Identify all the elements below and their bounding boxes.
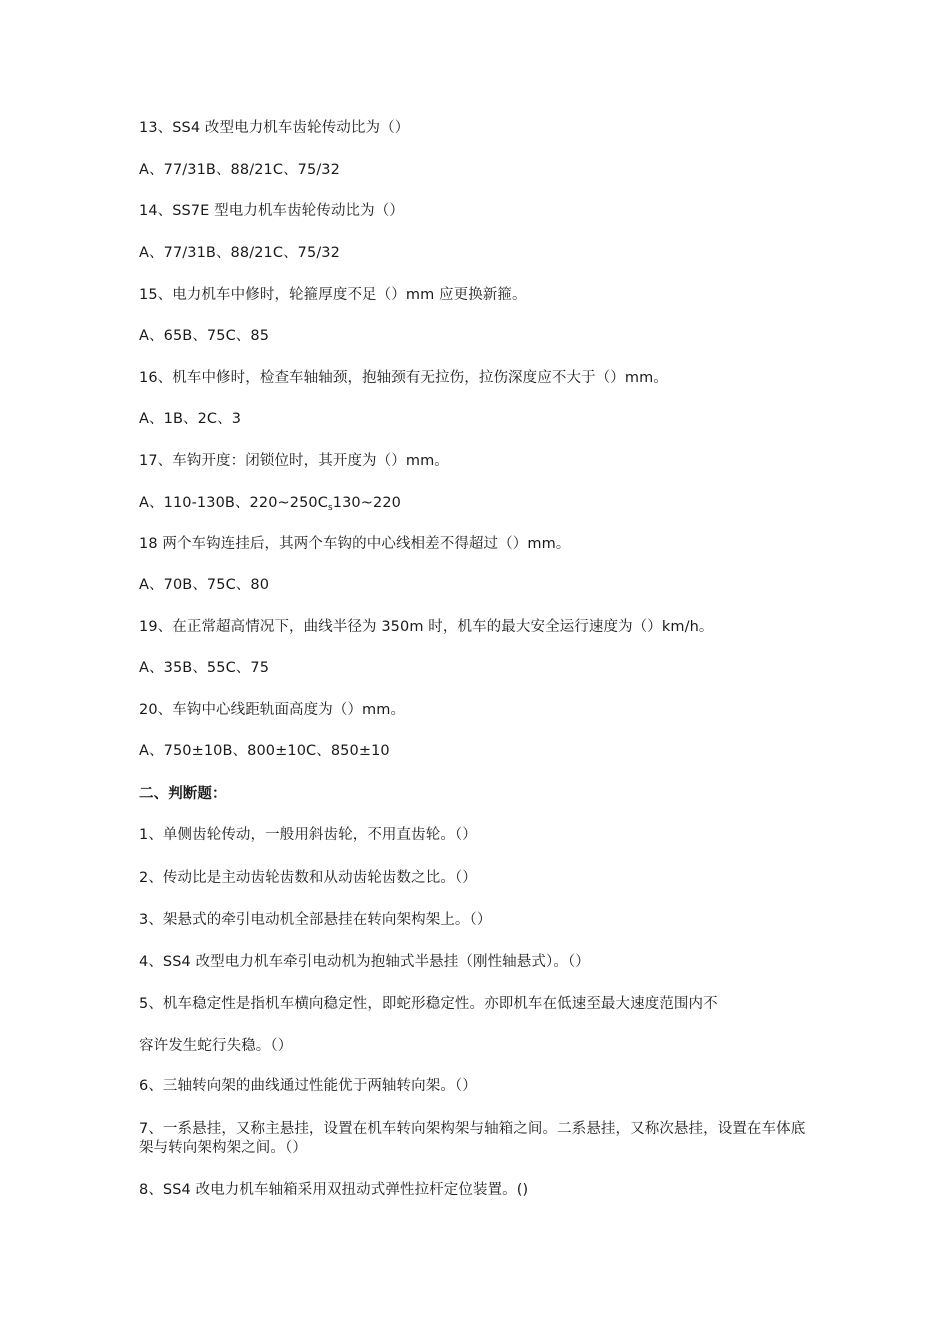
- question-13: 13、SS4 改型电力机车齿轮传动比为（）: [139, 120, 410, 136]
- options-17: A、110-130B、$220\sim 250C_s130\sim 220$: [139, 495, 401, 513]
- judgment-1: 1、单侧齿轮传动，一般用斜齿轮，不用直齿轮。（）: [139, 827, 477, 843]
- judgment-5-line-2: 容许发生蛇行失稳。（）: [139, 1038, 293, 1054]
- options-18: A、70B、75C、80: [139, 577, 270, 593]
- options-19: A、35B、55C、75: [139, 660, 270, 676]
- judgment-4: 4、SS4 改型电力机车牵引电动机为抱轴式半悬挂（刚性轴悬式）。（）: [139, 954, 590, 970]
- question-19: 19、在正常超高情况下，曲线半径为 350m 时，机车的最大安全运行速度为（）km/h。: [139, 619, 714, 635]
- options-13: A、77/31B、88/21C、75/32: [139, 162, 340, 178]
- judgment-2: 2、传动比是主动齿轮齿数和从动齿轮齿数之比。（）: [139, 870, 477, 886]
- question-17: 17、车钩开度：闭锁位时，其开度为（）mm。: [139, 453, 449, 469]
- options-16: A、1B、2C、3: [139, 411, 242, 427]
- question-20: 20、车钩中心线距轨面高度为（）mm。: [139, 702, 406, 718]
- question-14: 14、SS7E 型电力机车齿轮传动比为（）: [139, 203, 404, 219]
- question-18: 18 两个车钩连挂后，其两个车钩的中心线相差不得超过（）mm。: [139, 536, 571, 552]
- section-title: 二、判断题：: [139, 786, 227, 802]
- judgment-7: 7、一系悬挂，又称主悬挂，设置在机车转向架构架与轴箱之间。二系悬挂，又称次悬挂，设置在车体底架与转向架构架之间。（）: [139, 1121, 806, 1156]
- options-14: A、77/31B、88/21C、75/32: [139, 245, 340, 261]
- options-15: A、65B、75C、85: [139, 328, 270, 344]
- question-15: 15、电力机车中修时，轮箍厚度不足（）mm 应更换新箍。: [139, 287, 527, 303]
- judgment-5-line-1: 5、机车稳定性是指机车横向稳定性，即蛇形稳定性。亦即机车在低速至最大速度范围内不: [139, 996, 718, 1012]
- judgment-3: 3、架悬式的牵引电动机全部悬挂在转向架构架上。（）: [139, 912, 492, 928]
- judgment-8: 8、SS4 改电力机车轴箱采用双扭动式弹性拉杆定位装置。(): [139, 1182, 529, 1198]
- options-20: A、750±10B、800±10C、850±10: [139, 743, 390, 759]
- question-16: 16、机车中修时，检查车轴轴颈，抱轴颈有无拉伤，拉伤深度应不大于（）mm。: [139, 370, 668, 386]
- judgment-6: 6、三轴转向架的曲线通过性能优于两轴转向架。（）: [139, 1078, 477, 1094]
